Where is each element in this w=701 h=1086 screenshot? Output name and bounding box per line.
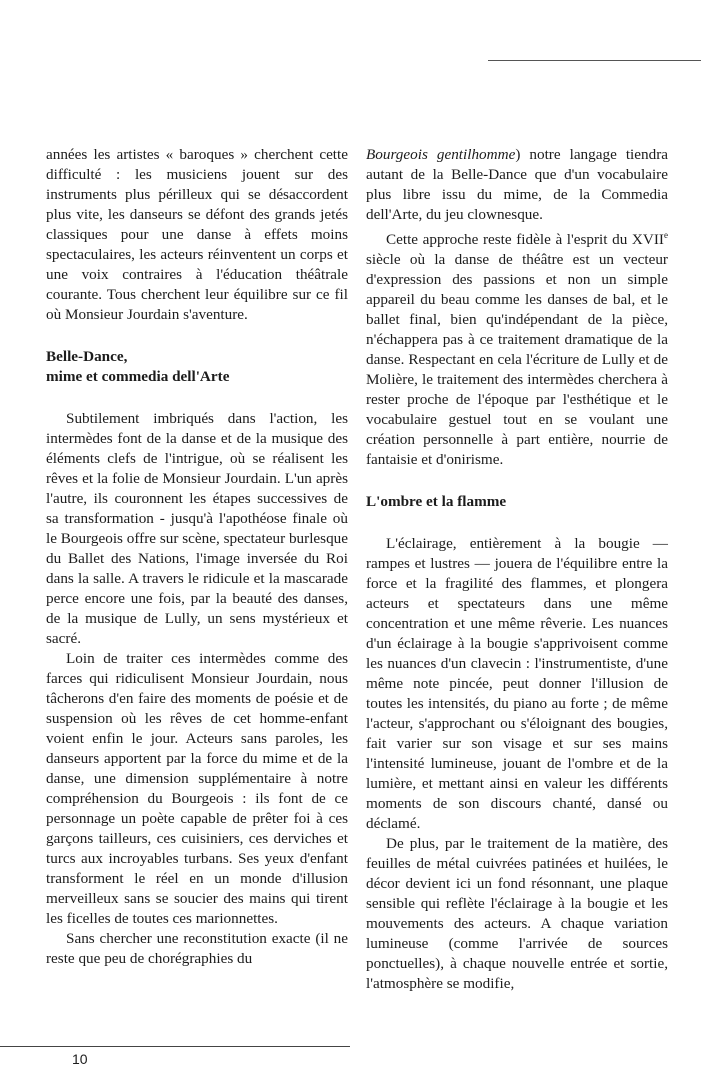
right-paragraph-2: Cette approche reste fidèle à l'esprit du XVIIe siècle où la danse de théâtre est un vecteur d'expression des passions et non un simple appareil du beau comme les danses de bal, et le ballet final, bien qu'indépendant de la pièce, n'échappera pas à ce traitement dramatique de la danse. Respectant en cela l'écriture de Lully et de Molière, le traitement des intermèdes cherchera à rester proche de l'époque par l'esthétique et le vocabulaire gestuel tout en se voulant une création personnelle à part entière, nourrie de fantaisie et d'onirisme. <box>366 230 668 469</box>
right-paragraph-1: Bourgeois gentilhomme) notre langage tiendra autant de la Belle-Dance que d'un vocabulaire plus libre issu du mime, de la Commedia dell'Arte, du jeu clownesque. <box>366 146 668 223</box>
left-paragraph-1: années les artistes « baroques » cherchent cette difficulté : les musiciens jouent sur des instruments plus périlleux qui se désaccordent plus vite, les danseurs se défont des grands jetés classiques pour une danse à effets moins spectaculaires, les acteurs réinventent un corps et une voix contraires à l'éducation théâtrale courante. Tous cherchent leur équilibre sur ce fil où Monsieur Jourdain s'aventure. <box>46 146 348 323</box>
italic-title: Bourgeois gentilhomme <box>366 146 516 163</box>
section-heading-line-2: mime et commedia dell'Arte <box>46 368 230 385</box>
section-heading-line-1: Belle-Dance, <box>46 348 128 365</box>
right-column <box>366 145 668 994</box>
left-column <box>46 145 348 969</box>
right-paragraph-3: L'éclairage, entièrement à la bougie — rampes et lustres — jouera de l'équilibre entre la force et la fragilité des flammes, et plongera acteurs et spectateurs dans une même concentration et une même rêverie. Les nuances d'un éclairage à la bougie s'apprivoisent comme les nuances d'un clavecin : l'instrumentiste, d'une même note pincée, peut donner l'illusion de toutes les intensités, du piano au forte ; de même l'acteur, s'approchant ou s'éloignant des bougies, fait varier sur son visage et sur ses mains l'intensité lumineuse, jouant de l'ombre et de la lumière, et mettant ainsi en valeur les différents moments de son discours chanté, dansé ou déclamé. <box>366 535 668 833</box>
footer-rule <box>0 1046 350 1047</box>
top-rule <box>488 60 701 61</box>
left-paragraph-2: Subtilement imbriqués dans l'action, les intermèdes font de la danse et de la musique des éléments clefs de l'intrigue, où se réalisent les rêves et la folie de Monsieur Jourdain. L'un après l'autre, ils couronnent les étapes successives de sa transformation - jusqu'à l'apothéose finale où le Bourgeois offre sur scène, spectateur burlesque du Ballet des Nations, l'image inversée du Roi dans la salle. A travers le ridicule et la mascarade perce encore une fois, par la beauté des danses, de la musique de Lully, un sens mystérieux et sacré. <box>46 410 348 647</box>
right-paragraph-4: De plus, par le traitement de la matière, des feuilles de métal cuivrées patinées et huilées, le décor devient ici un fond résonnant, une plaque sensible qui reflète l'éclairage à la bougie et les mouvements des acteurs. A chaque variation lumineuse (comme l'arrivée de sources ponctuelles), à chaque nouvelle entrée et sortie, l'atmosphère se modifie, <box>366 835 668 993</box>
left-paragraph-3: Loin de traiter ces intermèdes comme des farces qui ridiculisent Monsieur Jourdain, nous tâcherons d'en faire des moments de poésie et de suspension où les rêves de cet homme-enfant voient enfin le jour. Acteurs sans paroles, les danseurs apportent par la force du mime et de la danse, une dimension supplémentaire à notre compréhension du Bourgeois : ils font de ce personnage un poète capable de prêter foi à ces garçons tailleurs, ces cuisiniers, ces derviches et turcs aux incroyables turbans. Ses yeux d'enfant transforment le réel en un monde d'illusion merveilleux sans se soucier des mains qui tirent les ficelles de toutes ces marionnettes. <box>46 650 348 927</box>
left-paragraph-4: Sans chercher une reconstitution exacte (il ne reste que peu de chorégraphies du <box>46 930 348 967</box>
section-heading-shadow-flame: L'ombre et la flamme <box>366 493 507 511</box>
page-number: 10 <box>72 1051 88 1067</box>
